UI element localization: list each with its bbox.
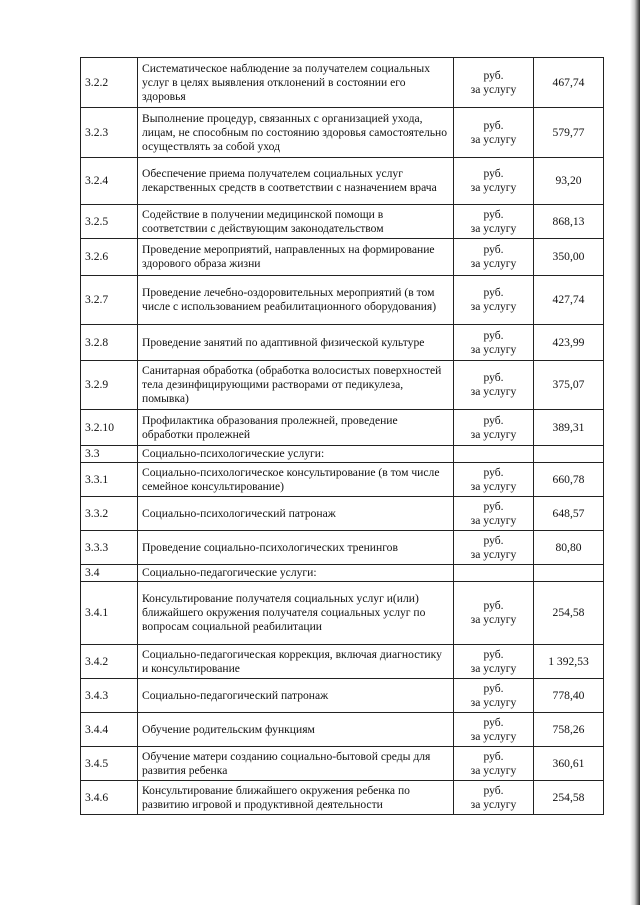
section-row bbox=[81, 565, 604, 582]
unit-currency: руб. bbox=[483, 681, 504, 695]
service-code: 3.4.2 bbox=[81, 645, 138, 679]
service-name: Обучение родительским функциям bbox=[138, 713, 454, 747]
service-code: 3.4.5 bbox=[81, 747, 138, 781]
unit-cell bbox=[454, 410, 534, 446]
unit-currency: руб. bbox=[483, 286, 504, 299]
unit-per-service: за услугу bbox=[470, 427, 517, 441]
service-name: Социально-педагогический патронаж bbox=[138, 679, 454, 713]
service-code: 3.4.6 bbox=[81, 781, 138, 815]
service-name: Обучение матери созданию социально-бытовой среды для развития ребенка bbox=[138, 747, 454, 781]
unit-cell bbox=[454, 58, 534, 108]
service-name: Обеспечение приема получателем социальных услуг лекарственных средств в соответствии с назначением врача bbox=[138, 158, 454, 205]
service-price: 93,20 bbox=[534, 158, 604, 205]
service-price: 360,61 bbox=[534, 747, 604, 781]
table-row bbox=[81, 645, 604, 679]
service-name: Систематическое наблюдение за получателем социальных услуг в целях выявления отклонений в состоянии его здоровья bbox=[138, 58, 454, 108]
section-code: 3.3 bbox=[81, 446, 138, 463]
unit-per-service: за услугу bbox=[470, 729, 517, 743]
service-code: 3.4.1 bbox=[81, 582, 138, 645]
unit-cell bbox=[454, 582, 534, 645]
table-row bbox=[81, 497, 604, 531]
unit-per-service: за услугу bbox=[470, 763, 517, 777]
unit-currency: руб. bbox=[483, 715, 504, 729]
unit-per-service: за услугу bbox=[470, 661, 517, 675]
unit-cell bbox=[454, 361, 534, 410]
service-price: 778,40 bbox=[534, 679, 604, 713]
section-code: 3.4 bbox=[81, 565, 138, 582]
service-name: Санитарная обработка (обработка волосистых поверхностей тела дезинфицирующими растворами от педикулеза, помывка) bbox=[138, 361, 454, 410]
service-price: 375,07 bbox=[534, 361, 604, 410]
unit-cell bbox=[454, 446, 534, 463]
table-row bbox=[81, 679, 604, 713]
unit-currency: руб. bbox=[483, 647, 504, 661]
service-price: 389,31 bbox=[534, 410, 604, 446]
service-code: 3.2.3 bbox=[81, 108, 138, 158]
unit-per-service: за услугу bbox=[470, 300, 517, 313]
unit-per-service: за услугу bbox=[470, 221, 517, 235]
service-price: 254,58 bbox=[534, 582, 604, 645]
service-price: 427,74 bbox=[534, 276, 604, 325]
service-price bbox=[534, 565, 604, 582]
service-price bbox=[534, 446, 604, 463]
table-row bbox=[81, 239, 604, 276]
service-name: Консультирование ближайшего окружения ребенка по развитию игровой и продуктивной деятельности bbox=[138, 781, 454, 815]
unit-cell bbox=[454, 679, 534, 713]
unit-cell bbox=[454, 713, 534, 747]
table-row bbox=[81, 713, 604, 747]
service-code: 3.4.3 bbox=[81, 679, 138, 713]
unit-cell bbox=[454, 239, 534, 276]
section-row bbox=[81, 446, 604, 463]
unit-per-service: за услугу bbox=[470, 613, 517, 626]
table-row bbox=[81, 108, 604, 158]
table-row bbox=[81, 531, 604, 565]
unit-currency: руб. bbox=[483, 68, 504, 82]
unit-currency: руб. bbox=[483, 465, 504, 479]
unit-cell bbox=[454, 781, 534, 815]
unit-per-service: за услугу bbox=[470, 547, 517, 561]
service-name: Консультирование получателя социальных услуг и(или) ближайшего окружения получателя социальных услуг по вопросам социальной реабилитации bbox=[138, 582, 454, 645]
service-code: 3.2.7 bbox=[81, 276, 138, 325]
service-price: 80,80 bbox=[534, 531, 604, 565]
unit-currency: руб. bbox=[483, 533, 504, 547]
unit-per-service: за услугу bbox=[470, 132, 517, 146]
unit-cell bbox=[454, 108, 534, 158]
service-code: 3.4.4 bbox=[81, 713, 138, 747]
unit-per-service: за услугу bbox=[470, 342, 517, 356]
unit-currency: руб. bbox=[483, 599, 504, 612]
unit-cell bbox=[454, 645, 534, 679]
service-code: 3.2.8 bbox=[81, 325, 138, 361]
service-code: 3.2.9 bbox=[81, 361, 138, 410]
table-row bbox=[81, 582, 604, 645]
service-name: Профилактика образования пролежней, проведение обработки пролежней bbox=[138, 410, 454, 446]
section-title: Социально-психологические услуги: bbox=[138, 446, 454, 463]
service-name: Проведение лечебно-оздоровительных мероприятий (в том числе с использованием реабилитационного оборудования) bbox=[138, 276, 454, 325]
unit-currency: руб. bbox=[483, 371, 504, 384]
table-row bbox=[81, 58, 604, 108]
unit-currency: руб. bbox=[483, 328, 504, 342]
service-price: 868,13 bbox=[534, 205, 604, 239]
tariff-table bbox=[80, 57, 604, 815]
unit-per-service: за услугу bbox=[470, 797, 517, 811]
section-title: Социально-педагогические услуги: bbox=[138, 565, 454, 582]
unit-per-service: за услугу bbox=[470, 695, 517, 709]
service-price: 648,57 bbox=[534, 497, 604, 531]
unit-currency: руб. bbox=[483, 499, 504, 513]
table-row bbox=[81, 325, 604, 361]
unit-cell bbox=[454, 531, 534, 565]
service-name: Проведение мероприятий, направленных на формирование здорового образа жизни bbox=[138, 239, 454, 276]
unit-per-service: за услугу bbox=[470, 513, 517, 527]
unit-per-service: за услугу bbox=[470, 181, 517, 194]
service-name: Социально-педагогическая коррекция, включая диагностику и консультирование bbox=[138, 645, 454, 679]
unit-currency: руб. bbox=[483, 118, 504, 132]
service-code: 3.3.2 bbox=[81, 497, 138, 531]
service-code: 3.3.1 bbox=[81, 463, 138, 497]
service-price: 254,58 bbox=[534, 781, 604, 815]
table-row bbox=[81, 276, 604, 325]
service-price: 1 392,53 bbox=[534, 645, 604, 679]
service-price: 758,26 bbox=[534, 713, 604, 747]
service-code: 3.2.2 bbox=[81, 58, 138, 108]
service-price: 423,99 bbox=[534, 325, 604, 361]
unit-cell bbox=[454, 158, 534, 205]
unit-cell bbox=[454, 276, 534, 325]
service-code: 3.2.5 bbox=[81, 205, 138, 239]
table-row bbox=[81, 158, 604, 205]
service-name: Содействие в получении медицинской помощи в соответствии с действующим законодательством bbox=[138, 205, 454, 239]
service-name: Социально-психологическое консультирование (в том числе семейное консультирование) bbox=[138, 463, 454, 497]
table-row bbox=[81, 410, 604, 446]
scan-edge-shadow bbox=[630, 0, 640, 905]
service-name: Проведение социально-психологических тренингов bbox=[138, 531, 454, 565]
table-row bbox=[81, 463, 604, 497]
unit-per-service: за услугу bbox=[470, 385, 517, 398]
service-price: 579,77 bbox=[534, 108, 604, 158]
unit-cell bbox=[454, 565, 534, 582]
service-name: Выполнение процедур, связанных с организацией ухода, лицам, не способным по состоянию здоровья самостоятельно осуществлять за собой уход bbox=[138, 108, 454, 158]
unit-cell bbox=[454, 205, 534, 239]
unit-cell bbox=[454, 463, 534, 497]
service-code: 3.2.10 bbox=[81, 410, 138, 446]
unit-currency: руб. bbox=[483, 749, 504, 763]
unit-currency: руб. bbox=[483, 207, 504, 221]
table-row bbox=[81, 205, 604, 239]
unit-cell bbox=[454, 747, 534, 781]
service-price: 467,74 bbox=[534, 58, 604, 108]
unit-cell bbox=[454, 325, 534, 361]
table-row bbox=[81, 781, 604, 815]
unit-per-service: за услугу bbox=[470, 257, 517, 270]
unit-cell bbox=[454, 497, 534, 531]
unit-per-service: за услугу bbox=[470, 479, 517, 493]
table-row bbox=[81, 361, 604, 410]
unit-currency: руб. bbox=[483, 167, 504, 180]
table-row bbox=[81, 747, 604, 781]
service-name: Проведение занятий по адаптивной физической культуре bbox=[138, 325, 454, 361]
service-code: 3.3.3 bbox=[81, 531, 138, 565]
service-name: Социально-психологический патронаж bbox=[138, 497, 454, 531]
unit-currency: руб. bbox=[483, 783, 504, 797]
service-price: 350,00 bbox=[534, 239, 604, 276]
unit-currency: руб. bbox=[483, 413, 504, 427]
service-price: 660,78 bbox=[534, 463, 604, 497]
unit-per-service: за услугу bbox=[470, 82, 517, 96]
service-code: 3.2.4 bbox=[81, 158, 138, 205]
service-code: 3.2.6 bbox=[81, 239, 138, 276]
unit-currency: руб. bbox=[483, 243, 504, 256]
